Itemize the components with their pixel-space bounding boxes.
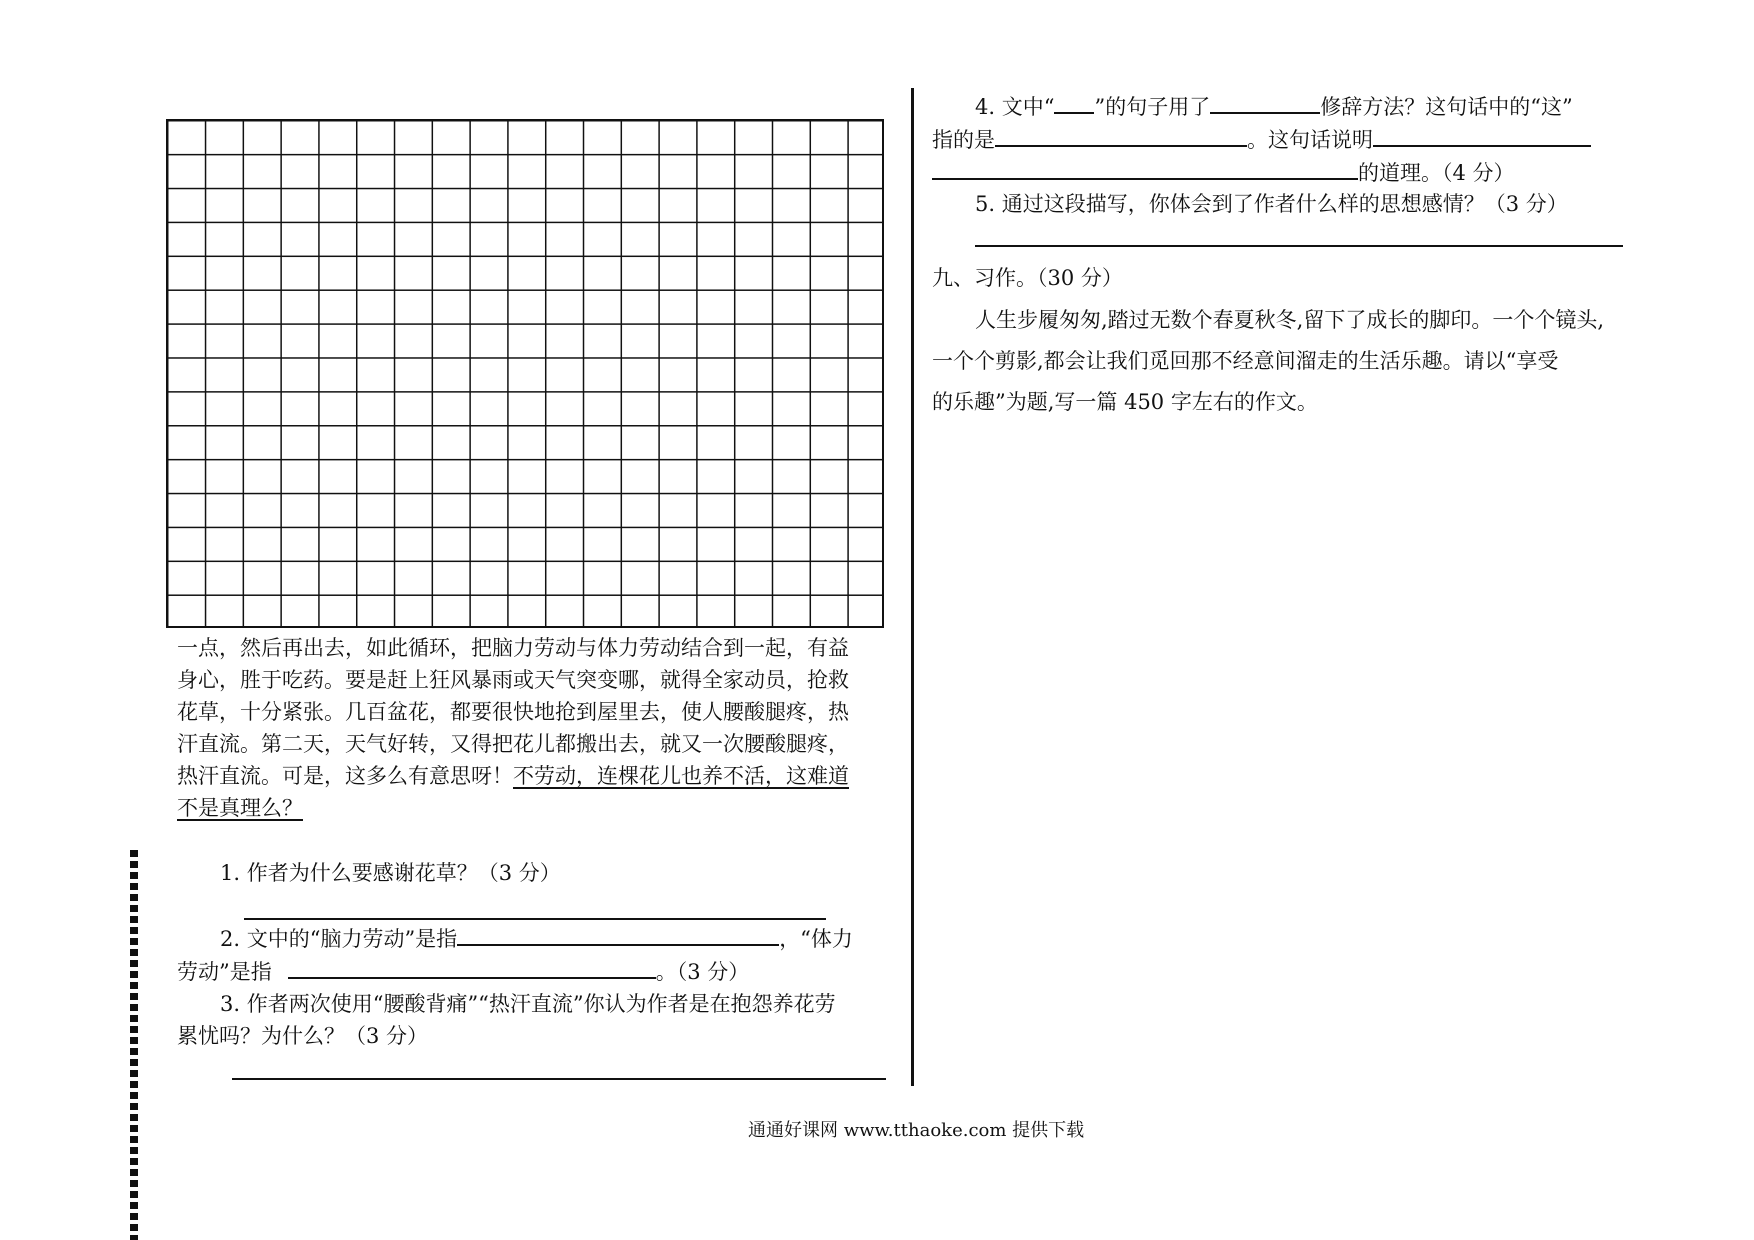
question-2-part-d: 。（3 分） xyxy=(655,960,750,984)
question-4-line-2 xyxy=(932,123,1591,156)
composition-prompt-line-1: 人生步履匆匆,踏过无数个春夏秋冬,留下了成长的脚印。一个个镜头, xyxy=(975,308,1605,332)
answer-blank-q4-shows[interactable] xyxy=(1373,123,1591,147)
question-3: 3. 作者两次使用“腰酸背痛”“热汗直流”你认为作者是在抱怨养花劳 xyxy=(220,992,836,1016)
question-4-part-f: 的道理。（4 分） xyxy=(1358,161,1515,185)
passage-line-5 xyxy=(177,760,849,792)
question-2 xyxy=(220,922,853,955)
passage-line-2: 身心，胜于吃药。要是赶上狂风暴雨或天气突变哪，就得全家动员，抢救 xyxy=(177,668,849,692)
passage-line-6 xyxy=(177,792,303,824)
answer-blank-q4-truth[interactable] xyxy=(932,156,1358,180)
composition-prompt-line-2: 一个个剪影,都会让我们觅回那不经意间溜走的生活乐趣。请以“享受 xyxy=(932,349,1559,373)
passage-line-4: 汗直流。第二天，天气好转，又得把花儿都搬出去，就又一次腰酸腿疼， xyxy=(177,732,849,756)
passage-underlined-sentence: 不劳动，连棵花儿也养不活，这难道 xyxy=(513,764,849,788)
answer-blank-q4-refers[interactable] xyxy=(995,123,1247,147)
question-4-part-c: 修辞方法？这句话中的“这” xyxy=(1320,95,1573,119)
question-4 xyxy=(975,90,1573,123)
question-1: 1. 作者为什么要感谢花草？（3 分） xyxy=(220,861,561,885)
answer-blank-q2-a[interactable] xyxy=(457,922,779,946)
question-2-part-a: 2. 文中的“脑力劳动”是指 xyxy=(220,927,458,951)
passage-underlined-sentence-end: 不是真理么？ xyxy=(177,796,303,820)
passage-line-3: 花草，十分紧张。几百盆花，都要很快地抢到屋里去，使人腰酸腿疼，热 xyxy=(177,700,849,724)
question-4-part-e: 。这句话说明 xyxy=(1247,128,1373,152)
footer-source: 通通好课网 www.tthaoke.com 提供下载 xyxy=(748,1120,1085,1141)
question-2-part-c: 劳动”是指 xyxy=(177,960,272,984)
question-3-continued: 累忧吗？为什么？（3 分） xyxy=(177,1024,429,1048)
answer-blank-q2-b[interactable] xyxy=(288,955,656,979)
answer-blank-q4-quote[interactable] xyxy=(1054,90,1094,114)
composition-heading: 九、习作。（30 分） xyxy=(932,266,1123,290)
answer-line-q3[interactable] xyxy=(232,1078,886,1080)
passage-line-5-plain: 热汗直流。可是，这多么有意思呀！ xyxy=(177,764,513,788)
composition-prompt-line-3: 的乐趣”为题,写一篇 450 字左右的作文。 xyxy=(932,390,1318,414)
binding-dotted-line xyxy=(130,850,138,1240)
answer-line-q5[interactable] xyxy=(975,245,1623,247)
question-4-part-b: ”的句子用了 xyxy=(1094,95,1211,119)
answer-line-q1[interactable] xyxy=(244,918,826,920)
question-2-part-b: ，“体力 xyxy=(779,927,853,951)
question-4-part-d: 指的是 xyxy=(932,128,995,152)
answer-blank-q4-rhetoric[interactable] xyxy=(1210,90,1320,114)
column-divider xyxy=(911,88,914,1086)
question-5: 5. 通过这段描写，你体会到了作者什么样的思想感情？（3 分） xyxy=(975,192,1568,216)
passage-line-1: 一点，然后再出去，如此循环，把脑力劳动与体力劳动结合到一起，有益 xyxy=(177,636,849,660)
writing-grid[interactable] xyxy=(166,119,884,628)
question-4-part-a: 4. 文中“ xyxy=(975,95,1055,119)
question-4-line-3 xyxy=(932,156,1515,189)
question-2-continued xyxy=(177,955,749,988)
